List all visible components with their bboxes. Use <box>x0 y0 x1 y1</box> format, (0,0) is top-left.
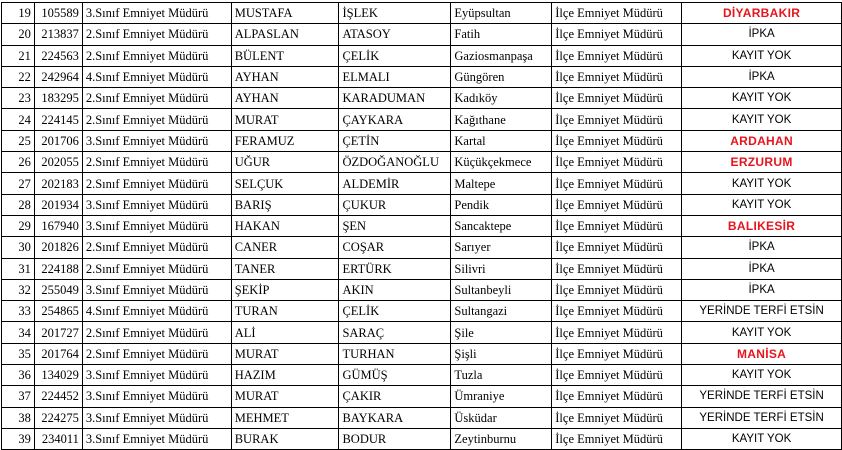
first-name-cell: HAKAN <box>231 215 339 236</box>
first-name-cell: ALPASLAN <box>231 24 339 45</box>
row-number: 19 <box>2 3 35 24</box>
row-number: 36 <box>2 365 35 386</box>
table-row <box>2 279 842 300</box>
result-cell: MANİSA <box>682 343 842 364</box>
role-cell: İlçe Emniyet Müdürü <box>552 66 682 87</box>
rank-cell: 3.Sınıf Emniyet Müdürü <box>82 130 231 151</box>
rank-cell: 2.Sınıf Emniyet Müdürü <box>82 152 231 173</box>
registry-number: 255049 <box>34 279 82 300</box>
district-cell: Eyüpsultan <box>451 3 552 24</box>
last-name-cell: KARADUMAN <box>339 88 451 109</box>
first-name-cell: FERAMUZ <box>231 130 339 151</box>
last-name-cell: COŞAR <box>339 237 451 258</box>
rank-cell: 4.Sınıf Emniyet Müdürü <box>82 301 231 322</box>
first-name-cell: MUSTAFA <box>231 3 339 24</box>
first-name-cell: BARIŞ <box>231 194 339 215</box>
first-name-cell: MURAT <box>231 109 339 130</box>
row-number: 28 <box>2 194 35 215</box>
registry-number: 254865 <box>34 301 82 322</box>
table-row <box>2 109 842 130</box>
row-number: 31 <box>2 258 35 279</box>
registry-number: 167940 <box>34 215 82 236</box>
first-name-cell: SELÇUK <box>231 173 339 194</box>
first-name-cell: ALİ <box>231 322 339 343</box>
role-cell: İlçe Emniyet Müdürü <box>552 279 682 300</box>
district-cell: Sultangazi <box>451 301 552 322</box>
row-number: 22 <box>2 66 35 87</box>
district-cell: Şile <box>451 322 552 343</box>
table-row <box>2 66 842 87</box>
row-number: 33 <box>2 301 35 322</box>
district-cell: Pendik <box>451 194 552 215</box>
rank-cell: 3.Sınıf Emniyet Müdürü <box>82 386 231 407</box>
table-row <box>2 130 842 151</box>
registry-number: 202183 <box>34 173 82 194</box>
rank-cell: 2.Sınıf Emniyet Müdürü <box>82 109 231 130</box>
row-number: 32 <box>2 279 35 300</box>
table-row <box>2 215 842 236</box>
first-name-cell: TANER <box>231 258 339 279</box>
district-cell: Zeytinburnu <box>451 428 552 449</box>
last-name-cell: ELMALI <box>339 66 451 87</box>
district-cell: Maltepe <box>451 173 552 194</box>
role-cell: İlçe Emniyet Müdürü <box>552 88 682 109</box>
result-cell: KAYIT YOK <box>682 109 842 130</box>
role-cell: İlçe Emniyet Müdürü <box>552 3 682 24</box>
first-name-cell: BURAK <box>231 428 339 449</box>
result-cell: KAYIT YOK <box>682 428 842 449</box>
last-name-cell: AKIN <box>339 279 451 300</box>
rank-cell: 3.Sınıf Emniyet Müdürü <box>82 428 231 449</box>
last-name-cell: SARAÇ <box>339 322 451 343</box>
role-cell: İlçe Emniyet Müdürü <box>552 301 682 322</box>
row-number: 27 <box>2 173 35 194</box>
first-name-cell: CANER <box>231 237 339 258</box>
result-cell: KAYIT YOK <box>682 322 842 343</box>
result-cell: İPKA <box>682 279 842 300</box>
first-name-cell: UĞUR <box>231 152 339 173</box>
result-cell: İPKA <box>682 258 842 279</box>
table-row <box>2 301 842 322</box>
last-name-cell: ŞEN <box>339 215 451 236</box>
role-cell: İlçe Emniyet Müdürü <box>552 258 682 279</box>
district-cell: Sultanbeyli <box>451 279 552 300</box>
rank-cell: 2.Sınıf Emniyet Müdürü <box>82 322 231 343</box>
registry-number: 224275 <box>34 407 82 428</box>
table-row <box>2 343 842 364</box>
rank-cell: 2.Sınıf Emniyet Müdürü <box>82 88 231 109</box>
role-cell: İlçe Emniyet Müdürü <box>552 215 682 236</box>
rank-cell: 2.Sınıf Emniyet Müdürü <box>82 45 231 66</box>
table-row <box>2 322 842 343</box>
rank-cell: 2.Sınıf Emniyet Müdürü <box>82 237 231 258</box>
registry-number: 234011 <box>34 428 82 449</box>
table-row <box>2 152 842 173</box>
last-name-cell: ÇETİN <box>339 130 451 151</box>
rank-cell: 3.Sınıf Emniyet Müdürü <box>82 279 231 300</box>
district-cell: Tuzla <box>451 365 552 386</box>
first-name-cell: MURAT <box>231 343 339 364</box>
table-row <box>2 24 842 45</box>
rank-cell: 3.Sınıf Emniyet Müdürü <box>82 3 231 24</box>
result-cell: YERİNDE TERFİ ETSİN <box>682 301 842 322</box>
row-number: 25 <box>2 130 35 151</box>
result-cell: ERZURUM <box>682 152 842 173</box>
role-cell: İlçe Emniyet Müdürü <box>552 173 682 194</box>
row-number: 38 <box>2 407 35 428</box>
result-cell: İPKA <box>682 66 842 87</box>
first-name-cell: MEHMET <box>231 407 339 428</box>
last-name-cell: ÇELİK <box>339 45 451 66</box>
rank-cell: 2.Sınıf Emniyet Müdürü <box>82 24 231 45</box>
table-row <box>2 386 842 407</box>
row-number: 29 <box>2 215 35 236</box>
table-row <box>2 428 842 449</box>
registry-number: 224145 <box>34 109 82 130</box>
result-cell: KAYIT YOK <box>682 365 842 386</box>
row-number: 26 <box>2 152 35 173</box>
result-cell: İPKA <box>682 24 842 45</box>
row-number: 34 <box>2 322 35 343</box>
last-name-cell: ÇUKUR <box>339 194 451 215</box>
rank-cell: 2.Sınıf Emniyet Müdürü <box>82 343 231 364</box>
district-cell: Sarıyer <box>451 237 552 258</box>
row-number: 35 <box>2 343 35 364</box>
last-name-cell: İŞLEK <box>339 3 451 24</box>
role-cell: İlçe Emniyet Müdürü <box>552 365 682 386</box>
table-row <box>2 365 842 386</box>
registry-number: 201764 <box>34 343 82 364</box>
district-cell: Şişli <box>451 343 552 364</box>
role-cell: İlçe Emniyet Müdürü <box>552 322 682 343</box>
personnel-table <box>1 2 842 450</box>
table-row <box>2 88 842 109</box>
registry-number: 224452 <box>34 386 82 407</box>
result-cell: DİYARBAKIR <box>682 3 842 24</box>
district-cell: Kağıthane <box>451 109 552 130</box>
district-cell: Kadıköy <box>451 88 552 109</box>
role-cell: İlçe Emniyet Müdürü <box>552 343 682 364</box>
table-row <box>2 258 842 279</box>
first-name-cell: ŞEKİP <box>231 279 339 300</box>
row-number: 21 <box>2 45 35 66</box>
table-row <box>2 194 842 215</box>
result-cell: ARDAHAN <box>682 130 842 151</box>
last-name-cell: BODUR <box>339 428 451 449</box>
rank-cell: 2.Sınıf Emniyet Müdürü <box>82 258 231 279</box>
registry-number: 213837 <box>34 24 82 45</box>
registry-number: 134029 <box>34 365 82 386</box>
table-row <box>2 173 842 194</box>
table-row <box>2 3 842 24</box>
row-number: 30 <box>2 237 35 258</box>
table-row <box>2 237 842 258</box>
last-name-cell: ÇELİK <box>339 301 451 322</box>
last-name-cell: ALDEMİR <box>339 173 451 194</box>
result-cell: İPKA <box>682 237 842 258</box>
registry-number: 224188 <box>34 258 82 279</box>
result-cell: KAYIT YOK <box>682 88 842 109</box>
first-name-cell: TURAN <box>231 301 339 322</box>
district-cell: Küçükçekmece <box>451 152 552 173</box>
result-cell: BALIKESİR <box>682 215 842 236</box>
rank-cell: 3.Sınıf Emniyet Müdürü <box>82 194 231 215</box>
role-cell: İlçe Emniyet Müdürü <box>552 428 682 449</box>
registry-number: 202055 <box>34 152 82 173</box>
district-cell: Silivri <box>451 258 552 279</box>
role-cell: İlçe Emniyet Müdürü <box>552 407 682 428</box>
registry-number: 201727 <box>34 322 82 343</box>
role-cell: İlçe Emniyet Müdürü <box>552 237 682 258</box>
role-cell: İlçe Emniyet Müdürü <box>552 386 682 407</box>
registry-number: 224563 <box>34 45 82 66</box>
last-name-cell: ERTÜRK <box>339 258 451 279</box>
role-cell: İlçe Emniyet Müdürü <box>552 194 682 215</box>
last-name-cell: ATASOY <box>339 24 451 45</box>
table-row <box>2 407 842 428</box>
first-name-cell: AYHAN <box>231 88 339 109</box>
district-cell: Ümraniye <box>451 386 552 407</box>
last-name-cell: ÖZDOĞANOĞLU <box>339 152 451 173</box>
row-number: 20 <box>2 24 35 45</box>
registry-number: 105589 <box>34 3 82 24</box>
rank-cell: 2.Sınıf Emniyet Müdürü <box>82 173 231 194</box>
row-number: 24 <box>2 109 35 130</box>
table-row <box>2 45 842 66</box>
first-name-cell: HAZIM <box>231 365 339 386</box>
rank-cell: 4.Sınıf Emniyet Müdürü <box>82 66 231 87</box>
registry-number: 183295 <box>34 88 82 109</box>
district-cell: Üsküdar <box>451 407 552 428</box>
result-cell: YERİNDE TERFİ ETSİN <box>682 407 842 428</box>
table-body <box>2 3 842 450</box>
rank-cell: 3.Sınıf Emniyet Müdürü <box>82 407 231 428</box>
registry-number: 242964 <box>34 66 82 87</box>
last-name-cell: ÇAYKARA <box>339 109 451 130</box>
row-number: 23 <box>2 88 35 109</box>
last-name-cell: GÜMÜŞ <box>339 365 451 386</box>
last-name-cell: ÇAKIR <box>339 386 451 407</box>
row-number: 37 <box>2 386 35 407</box>
result-cell: YERİNDE TERFİ ETSİN <box>682 386 842 407</box>
first-name-cell: MURAT <box>231 386 339 407</box>
role-cell: İlçe Emniyet Müdürü <box>552 152 682 173</box>
district-cell: Kartal <box>451 130 552 151</box>
district-cell: Gaziosmanpaşa <box>451 45 552 66</box>
last-name-cell: BAYKARA <box>339 407 451 428</box>
last-name-cell: TURHAN <box>339 343 451 364</box>
result-cell: KAYIT YOK <box>682 173 842 194</box>
district-cell: Fatih <box>451 24 552 45</box>
registry-number: 201934 <box>34 194 82 215</box>
rank-cell: 3.Sınıf Emniyet Müdürü <box>82 365 231 386</box>
row-number: 39 <box>2 428 35 449</box>
first-name-cell: BÜLENT <box>231 45 339 66</box>
registry-number: 201826 <box>34 237 82 258</box>
district-cell: Güngören <box>451 66 552 87</box>
result-cell: KAYIT YOK <box>682 45 842 66</box>
role-cell: İlçe Emniyet Müdürü <box>552 130 682 151</box>
role-cell: İlçe Emniyet Müdürü <box>552 109 682 130</box>
registry-number: 201706 <box>34 130 82 151</box>
result-cell: KAYIT YOK <box>682 194 842 215</box>
district-cell: Sancaktepe <box>451 215 552 236</box>
rank-cell: 3.Sınıf Emniyet Müdürü <box>82 215 231 236</box>
role-cell: İlçe Emniyet Müdürü <box>552 24 682 45</box>
first-name-cell: AYHAN <box>231 66 339 87</box>
role-cell: İlçe Emniyet Müdürü <box>552 45 682 66</box>
